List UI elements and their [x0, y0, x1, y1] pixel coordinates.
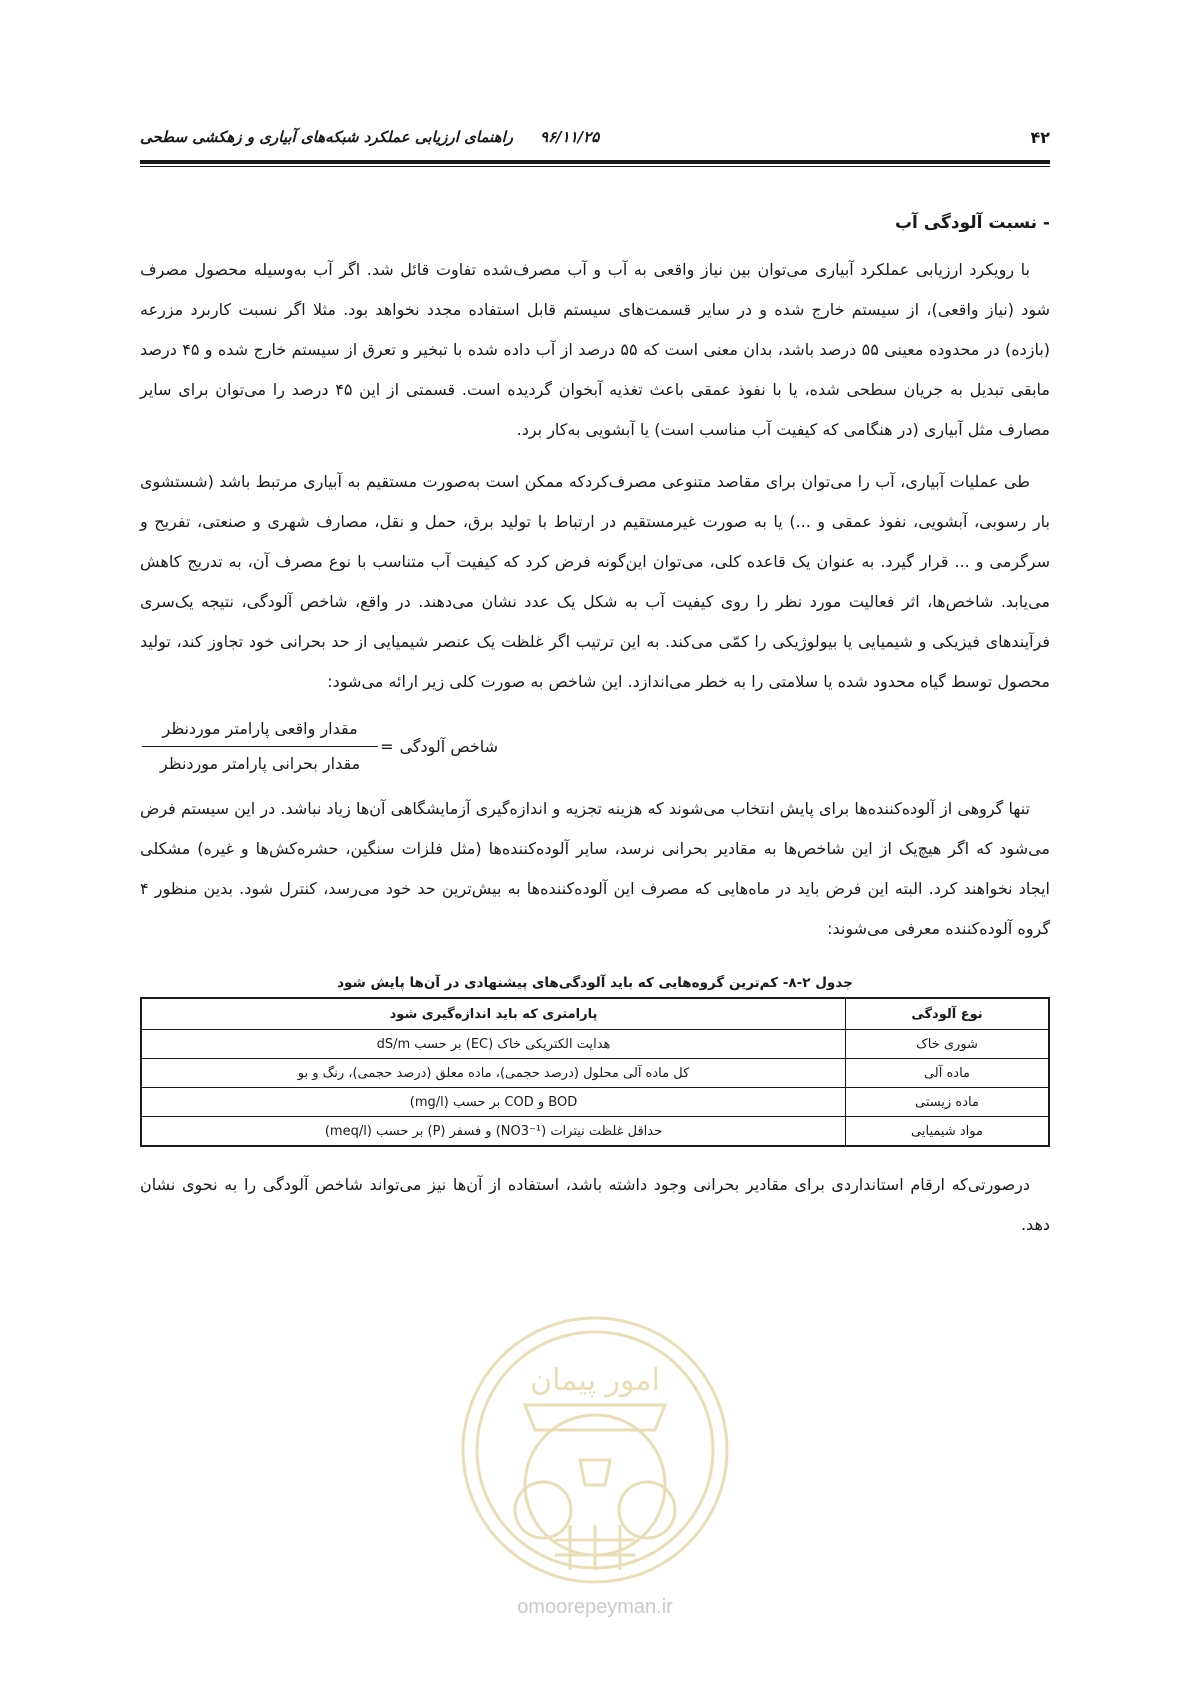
watermark-seal-icon	[455, 1310, 735, 1590]
row-type: شوری خاک	[846, 1030, 1050, 1059]
pollution-index-formula	[140, 714, 1050, 779]
formula-lhs: شاخص آلودگی	[399, 736, 499, 756]
pollution-groups-table	[140, 997, 1050, 1147]
formula-equals: =	[380, 736, 394, 756]
table-row	[141, 1117, 1049, 1147]
row-type: ماده آلی	[846, 1059, 1050, 1088]
header-rule-thin	[140, 166, 1050, 167]
row-parameter: BOD و COD بر حسب (mg/l)	[141, 1088, 846, 1117]
header-parameter: پارامتری که باید اندازه‌گیری شود	[141, 998, 846, 1030]
header-title: راهنمای ارزیابی عملکرد شبکه‌های آبیاری و زهکشی سطحی	[140, 128, 513, 146]
row-parameter: حداقل غلظت نیترات (NO3⁻¹) و فسفر (P) بر حسب (meq/l)	[141, 1117, 846, 1147]
row-type: مواد شیمیایی	[846, 1117, 1050, 1147]
watermark-logo-text: امور پیمان	[530, 1363, 660, 1398]
page-header	[140, 118, 1050, 158]
paragraph-2: طی عملیات آبیاری، آب را می‌توان برای مقاصد متنوعی مصرف‌کردکه ممکن است به‌صورت مستقیم به آبیاری مرتبط باشد (شستشوی بار رسوبی، آبشویی، نفوذ عمقی و ...) یا به صورت غیرمستقیم در ارتباط با تولید برق، حمل و نقل، مصارف شهری و صنعتی، تفریح و سرگرمی و ... قرار گیرد. به عنوان یک قاعده کلی، می‌توان این‌گونه فرض کرد که کیفیت آب متناسب با نوع مصرف آن، به تدریج کاهش می‌یابد. شاخص‌ها، اثر فعالیت مورد نظر را روی کیفیت آب به شکل یک عدد نشان می‌دهند. در واقع، شاخص آلودگی، نتیجه یک‌سری فرآیندهای فیزیکی و شیمیایی یا بیولوژیکی را کمّی می‌کند. به این ترتیب اگر غلظت یک عنصر شیمیایی از حد بحرانی خود تجاوز کند، تولید محصول توسط گیاه محدود شده یا سلامتی را به خطر می‌اندازد. این شاخص به صورت کلی زیر ارائه می‌شود:	[140, 472, 1050, 691]
section-heading: - نسبت آلودگی آب	[894, 213, 1050, 233]
formula-numerator: مقدار واقعی پارامتر موردنظر	[142, 714, 377, 747]
formula-denominator: مقدار بحرانی پارامتر موردنظر	[160, 754, 361, 773]
header-rule-thick	[140, 160, 1050, 164]
page-number: ۴۲	[1030, 128, 1050, 147]
row-type: ماده زیستی	[846, 1088, 1050, 1117]
table-header-row	[141, 998, 1049, 1030]
header-pollution-type: نوع آلودگی	[846, 998, 1050, 1030]
paragraph-3: تنها گروهی از آلوده‌کننده‌ها برای پایش انتخاب می‌شوند که هزینه تجزیه و اندازه‌گیری آزمایشگاهی آن‌ها زیاد نباشد. در این سیستم فرض می‌شود که اگر هیچ‌یک از این شاخص‌ها به مقادیر بحرانی نرسد، سایر آلوده‌کننده‌ها (مثل فلزات سنگین، حشره‌کش‌ها و غیره) مشکلی ایجاد نخواهند کرد. البته این فرض باید در ماه‌هایی که مصرف این آلوده‌کننده‌ها به بیش‌ترین حد خود می‌رسد، کنترل شود. بدین منظور ۴ گروه آلوده‌کننده معرفی می‌شوند:	[140, 799, 1050, 938]
header-date: ۹۶/۱۱/۲۵	[540, 128, 600, 146]
row-parameter: هدایت الکتریکی خاک (EC) بر حسب dS/m	[141, 1030, 846, 1059]
table-row	[141, 1059, 1049, 1088]
paragraph-4: درصورتی‌که ارقام استانداردی برای مقادیر بحرانی وجود داشته باشد، استفاده از آن‌ها نیز می‌تواند شاخص آلودگی را به نحوی نشان دهد.	[140, 1175, 1050, 1234]
watermark-text: omoorepeyman.ir	[517, 1596, 673, 1618]
row-parameter: کل ماده آلی محلول (درصد حجمی)، ماده معلق (درصد حجمی)، رنگ و بو	[141, 1059, 846, 1088]
table-row	[141, 1088, 1049, 1117]
table-row	[141, 1030, 1049, 1059]
formula-fraction	[140, 714, 380, 779]
page-content	[140, 210, 1050, 1245]
paragraph-1: با رویکرد ارزیابی عملکرد آبیاری می‌توان بین نیاز واقعی به آب و آب مصرف‌شده تفاوت قائل شد. اگر آب به‌وسیله محصول مصرف شود (نیاز واقعی)، از سیستم خارج شده و در سایر قسمت‌های سیستم قابل استفاده مجدد نخواهد بود. مثلا اگر نسبت کاربرد مزرعه (بازده) در محدوده معینی ۵۵ درصد باشد، بدان معنی است که ۵۵ درصد از آب داده شده با تبخیر و تعرق از سیستم خارج شده و ۴۵ درصد مابقی تبدیل به جریان سطحی شده، یا با نفوذ عمقی باعث تغذیه آبخوان گردیده است. قسمتی از این ۴۵ درصد را می‌توان برای سایر مصارف مثل آبیاری (در هنگامی که کیفیت آب مناسب است) یا آبشویی به‌کار برد.	[140, 260, 1051, 439]
table-caption: جدول ۲-۸- کم‌ترین گروه‌هایی که باید آلودگی‌های پیشنهادی در آن‌ها پایش شود	[337, 975, 853, 991]
